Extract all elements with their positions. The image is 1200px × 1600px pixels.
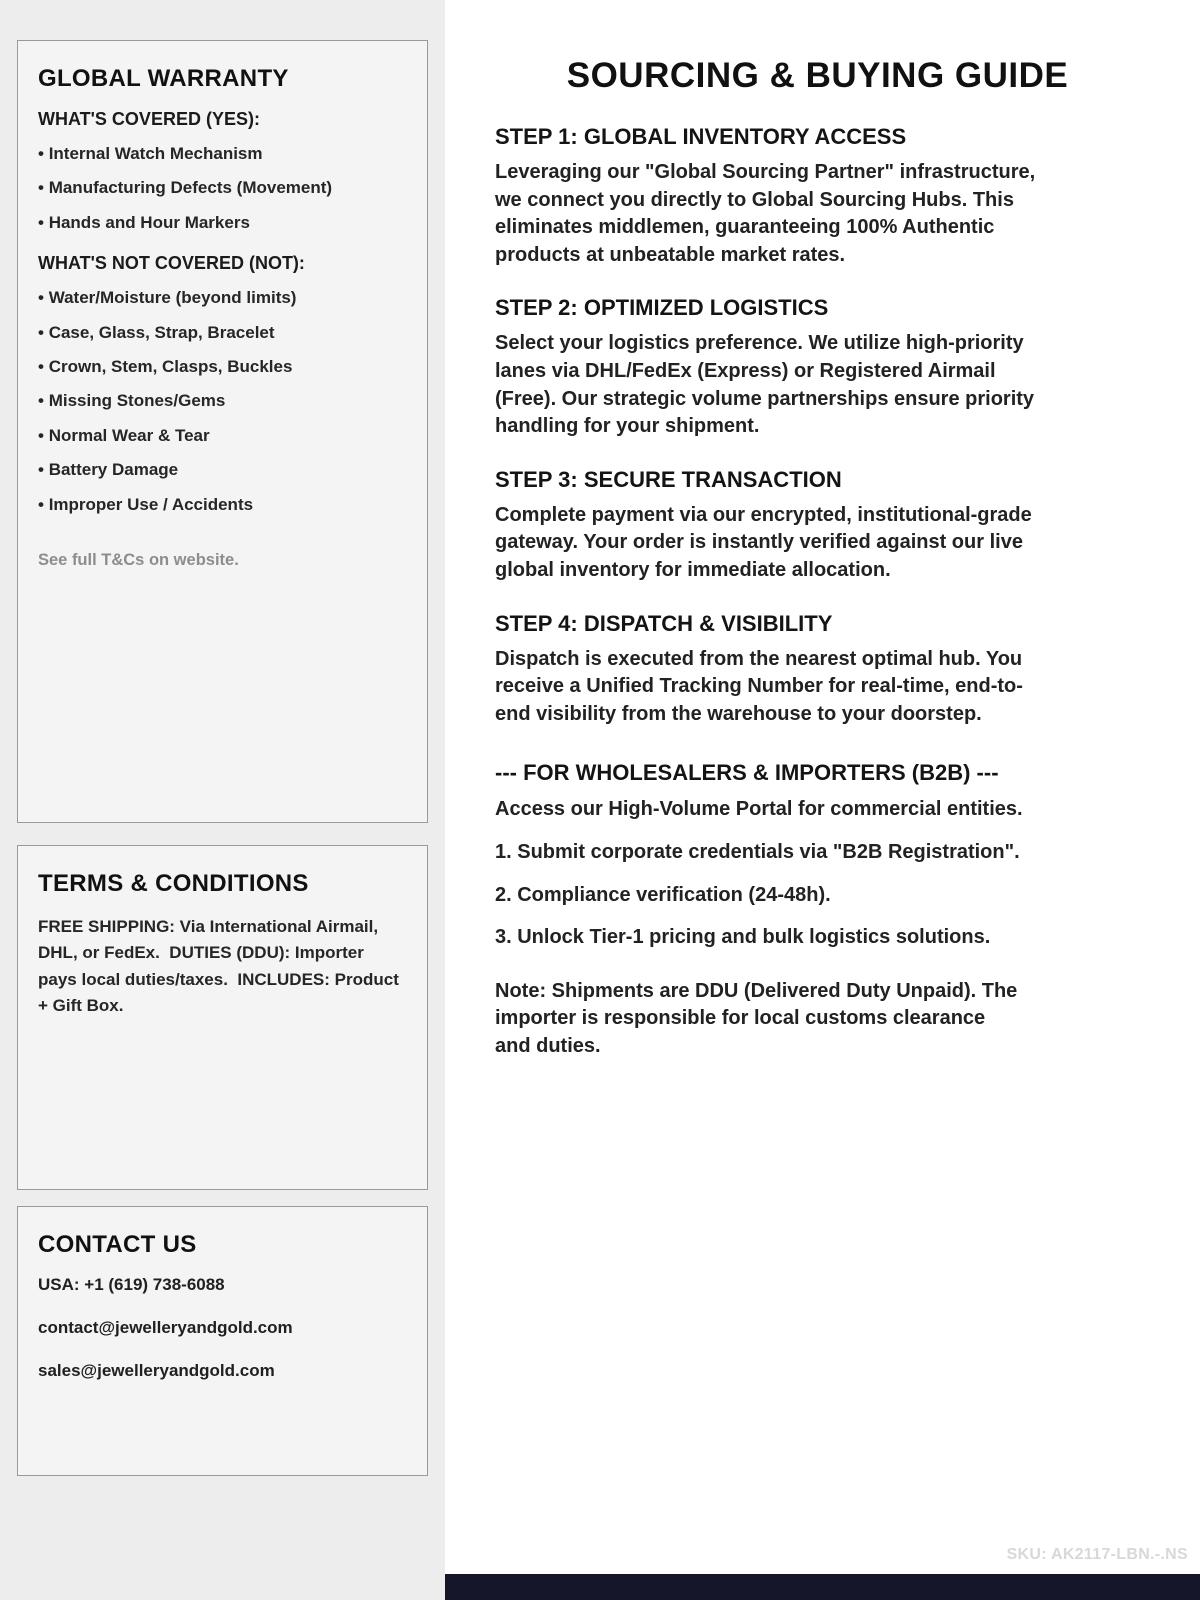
step-1-heading: STEP 1: GLOBAL INVENTORY ACCESS (495, 124, 907, 149)
warranty-covered-list (38, 144, 407, 233)
main-content (445, 0, 1200, 1600)
step-1-section (495, 124, 1140, 269)
list-item: • Case, Glass, Strap, Bracelet (38, 323, 407, 343)
list-item: • Improper Use / Accidents (38, 495, 407, 515)
warranty-title: GLOBAL WARRANTY (38, 65, 289, 92)
list-item: • Battery Damage (38, 460, 407, 480)
list-item: • Hands and Hour Markers (38, 213, 407, 233)
step-2-heading: STEP 2: OPTIMIZED LOGISTICS (495, 295, 829, 321)
list-item: • Missing Stones/Gems (38, 391, 407, 411)
sku-label: SKU: AK2117-LBN.-.NS (1006, 1546, 1188, 1563)
b2b-section (495, 760, 1140, 1060)
warranty-not-covered-list (38, 288, 407, 515)
contact-phone: USA: +1 (619) 738-6088 (38, 1275, 225, 1294)
contact-sales-email: sales@jewelleryandgold.com (38, 1361, 275, 1380)
warranty-covered-title: WHAT'S COVERED (YES): (38, 109, 260, 129)
warranty-footnote: See full T&Cs on website. (38, 550, 239, 569)
b2b-note: Note: Shipments are DDU (Delivered Duty Unpaid). The importer is responsible for local customs clearance and duties. (495, 979, 1018, 1057)
step-1-body: Leveraging our "Global Sourcing Partner" infrastructure, we connect you directly to Global Sourcing Hubs. This eliminates middlemen, guaranteeing 100% Authentic products at unbeatable market rates. (495, 161, 1036, 266)
b2b-step-1: 1. Submit corporate credentials via "B2B Registration". (495, 840, 1020, 863)
contact-email: contact@jewelleryandgold.com (38, 1318, 293, 1337)
list-item: • Water/Moisture (beyond limits) (38, 288, 407, 308)
sidebar (0, 0, 445, 1600)
step-3-body: Complete payment via our encrypted, institutional-grade gateway. Your order is instantly verified against our live global inventory for immediate allocation. (495, 503, 1032, 581)
step-3-section (495, 467, 1140, 585)
step-2-body: Select your logistics preference. We utilize high-priority lanes via DHL/FedEx (Express) or Registered Airmail (Free). Our strategic volume partnerships ensure priority handling for your shipment. (495, 332, 1035, 438)
footer-bar (445, 1574, 1200, 1600)
contact-title: CONTACT US (38, 1231, 197, 1258)
list-item: • Manufacturing Defects (Movement) (38, 178, 407, 198)
b2b-intro: Access our High-Volume Portal for commercial entities. (495, 798, 1023, 821)
b2b-heading: --- FOR WHOLESALERS & IMPORTERS (B2B) --- (495, 760, 999, 786)
warranty-not-covered-title: WHAT'S NOT COVERED (NOT): (38, 253, 305, 274)
step-2-section (495, 295, 1140, 440)
list-item: • Crown, Stem, Clasps, Buckles (38, 357, 407, 377)
page-title: SOURCING & BUYING GUIDE (566, 56, 1069, 95)
terms-title: TERMS & CONDITIONS (38, 870, 309, 897)
step-3-heading: STEP 3: SECURE TRANSACTION (495, 466, 842, 492)
terms-body: FREE SHIPPING: Via International Airmail, DHL, or FedEx. DUTIES (DDU): Importer pays local duties/taxes. INCLUDES: Product + Gift Box. (38, 917, 404, 1016)
contact-panel (17, 1206, 428, 1476)
b2b-step-3: 3. Unlock Tier-1 pricing and bulk logistics solutions. (495, 926, 991, 949)
step-4-section (495, 611, 1140, 729)
terms-panel (17, 845, 428, 1190)
warranty-panel (17, 40, 428, 823)
main-inner (445, 0, 1200, 1060)
step-4-body: Dispatch is executed from the nearest optimal hub. You receive a Unified Tracking Number for real-time, end-to-end visibility from the warehouse to your doorstep. (495, 647, 1023, 725)
b2b-step-2: 2. Compliance verification (24-48h). (495, 883, 831, 906)
list-item: • Internal Watch Mechanism (38, 144, 407, 164)
list-item: • Normal Wear & Tear (38, 426, 407, 446)
step-4-heading: STEP 4: DISPATCH & VISIBILITY (495, 610, 833, 636)
